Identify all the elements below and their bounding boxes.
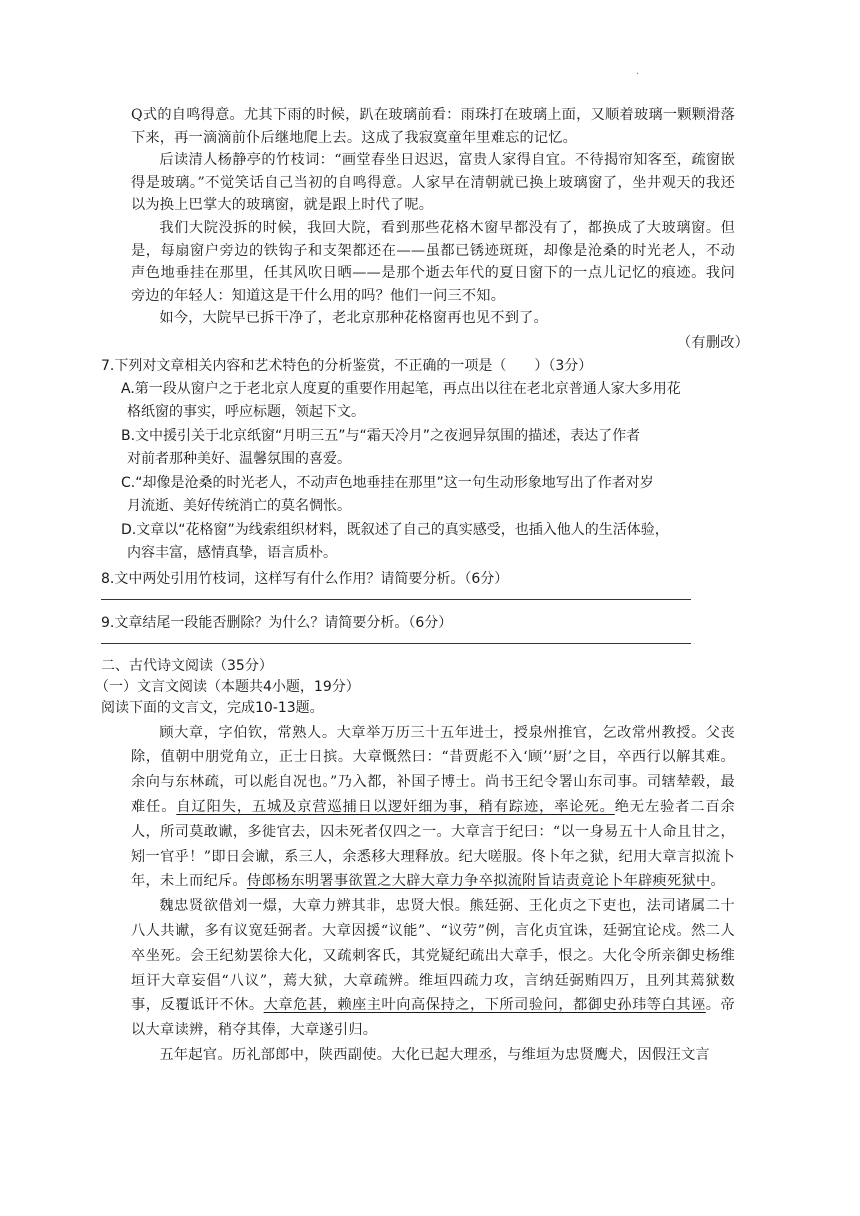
essay-paragraph-4: 如今，大院早已拆干净了，老北京那种花格窗再也见不到了。 — [159, 310, 548, 327]
classical-p1-seg3: 。 — [710, 873, 726, 890]
question-9: 9.文章结尾一段能否删除？为什么？请简要分析。（6分） — [101, 614, 453, 631]
essay-paragraph-1: Q式的自鸣得意。尤其下雨的时候，趴在玻璃前看：雨珠打在玻璃上面，又顺着玻璃一颗颗滑落下来，再一滴滴前仆后继地爬上去。这成了我寂寞童年里难忘的记忆。 — [131, 107, 735, 146]
source-note: （有删改） — [677, 334, 749, 351]
section-title: 二、古代诗文阅读（35分） — [101, 657, 273, 674]
subsection-title: （一）文言文阅读（本题共4小题，19分） — [95, 678, 360, 695]
q7-option-b-line2: 对前者那种美好、温馨氛围的喜爱。 — [127, 451, 351, 468]
q7-option-b — [121, 425, 735, 472]
q7-option-a-line2: 格纸窗的事实，呼应标题，领起下文。 — [127, 404, 365, 421]
question-8: 8.文中两处引用竹枝词，这样写有什么作用？请简要分析。（6分） — [101, 570, 509, 587]
classical-p1-underlined-1: 自辽阳失，五城及京营巡捕日以逻奸细为事，稍有踪迹，率论死。 — [176, 798, 615, 815]
q7-option-c — [121, 472, 735, 519]
classical-p2-seg1: 魏忠贤欲借刘一燝，大章力辨其非，忠贤大恨。熊廷弼、王化贞之下吏也，法司诸属二十八人共谳，多有议宽廷弼者。大章因援“议能”、“议劳”例，言化贞宜诛，廷弼宜论戍。然二人卒坐死。会王纪劾罢徐大化，又疏刺客氏，其党疑纪疏出大章手，恨之。大化令所亲御史杨维垣讦大章妄倡“八议”，蔫大狱，大章疏辨。维垣四疏力攻，言纳廷弼贿四万，且列其蔫狱数事，反覆诋讦不休。 — [131, 898, 735, 1014]
q7-option-d — [121, 519, 735, 566]
classical-p1-seg2: 绝无左验者二百余人，所司莫敢谳，多徙官去，囚未死者仅四之一。大章言于纪曰：“以一身易五十人命且甘之，矧一官乎！”即日会谳，系三人，余悉移大理释放。纪大嗟服。佟卜年之狱，纪用大章言拟流卜年，未上而纪斥。 — [131, 798, 736, 890]
classical-p2-underlined: 大章危甚，赖座主叶向高保持之，下所司验问，都御史孙玮等白其诬 — [263, 997, 706, 1014]
q7-option-a — [121, 378, 735, 425]
answer-line-q8 — [101, 593, 691, 600]
q7-option-d-line2: 内容丰富，感情真挚，语言质朴。 — [127, 545, 337, 562]
classical-paragraph-1 — [131, 721, 735, 895]
classical-paragraph-3: 五年起官。历礼部郎中，陕西副使。大化已起大理丞，与维垣为忠贤鹰犬，因假汪文言 — [159, 1046, 710, 1063]
q7-option-b-line1: B.文中援引关于北京纸窗“月明三五”与“霜天冷月”之夜迥异氛围的描述，表达了作者 — [121, 427, 641, 444]
question-7 — [95, 355, 735, 719]
q7-stem: 7.下列对文章相关内容和艺术特色的分析鉴赏，不正确的一项是（ ）（3分） — [101, 357, 593, 374]
essay-paragraph-3: 我们大院没拆的时候，我回大院，看到那些花格木窗早都没有了，都换成了大玻璃窗。但是，每扇窗户旁边的铁钩子和支架都还在——虽都已锈迹斑斑，却像是沧桑的时光老人，不动声色地垂挂在那里，任其风吹日晒——是那个逝去年代的夏日窗下的一点儿记忆的痕迹。我问旁边的年轻人：知道这是干什么用的吗？他们一问三不知。 — [131, 219, 735, 304]
essay-paragraph-2: 后读清人杨静亭的竹枝词：“画堂春坐日迟迟，富贵人家得自宜。不待揭帘知客至，疏窗嵌得是玻璃。”不觉笑话自己当初的自鸣得意。人家早在清朝就已换上玻璃窗了，坐井观天的我还以为换上巴掌大的玻璃窗，就是跟上时代了呢。 — [131, 152, 735, 214]
header-mark: . — [636, 66, 640, 77]
q7-option-c-line1: C.“却像是沧桑的时光老人，不动声色地垂挂在那里”这一句生动形象地写出了作者对岁 — [121, 474, 654, 491]
classical-p2-seg2: 。帝以大章读辨，稍夺其俸，大章遂引归。 — [131, 997, 735, 1039]
classical-p1-underlined-2: 侍郎杨东明署事欲置之大辟大章力争卒拟流附旨诘责竟论卜年辟瘐死狱中 — [246, 873, 711, 890]
classical-paragraph-2 — [131, 894, 735, 1043]
content — [95, 104, 749, 1068]
q7-option-d-line1: D.文章以“花格窗”为线索组织材料，既叙述了自己的真实感受，也插入他人的生活体验， — [121, 521, 669, 538]
q7-option-c-line2: 月流逝、美好传统消亡的莫名惆怅。 — [127, 498, 351, 515]
classical-p1-seg1: 顾大章，字伯钦，常熟人。大章举万历三十五年进士，授泉州推官，乞改常州教授。父丧除，值朝中朋党角立，正士日摈。大章慨然曰：“昔贾彪不入‘顾’‘厨’之目，卒西行以解其难。余向与东林疏，可以彪自况也。”乃入都，补国子博士。尚书王纪令署山东司事。司辖辇毂，最难任。 — [131, 724, 735, 815]
reading-instruction: 阅读下面的文言文，完成10-13题。 — [101, 699, 324, 716]
q7-option-a-line1: A.第一段从窗户之于老北京人度夏的重要作用起笔，再点出以往在老北京普通人家大多用花 — [121, 380, 681, 397]
answer-line-q9 — [101, 637, 691, 644]
